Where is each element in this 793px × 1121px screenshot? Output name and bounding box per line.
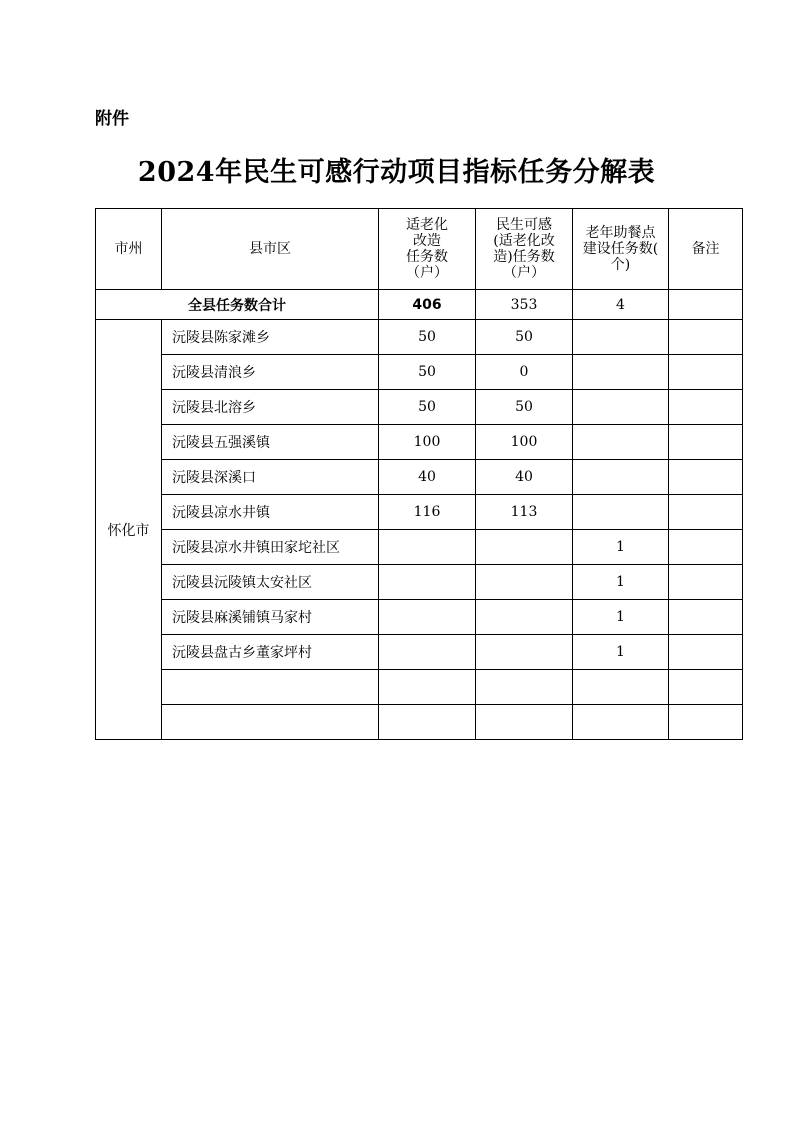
- county-cell: 沅陵县清浪乡: [162, 355, 379, 390]
- meal-points-cell: [573, 320, 669, 355]
- table-row: [96, 670, 743, 705]
- aging-renovation-cell: 100: [379, 425, 476, 460]
- table-row: [96, 460, 743, 495]
- meal-points-cell: 1: [573, 530, 669, 565]
- county-cell: [162, 705, 379, 740]
- livelihood-renovation-cell: 100: [476, 425, 573, 460]
- task-breakdown-table: [95, 208, 743, 740]
- livelihood-renovation-cell: 113: [476, 495, 573, 530]
- remark-cell: [669, 565, 743, 600]
- meal-points-cell: [573, 495, 669, 530]
- remark-cell: [669, 425, 743, 460]
- county-cell: 沅陵县凉水井镇: [162, 495, 379, 530]
- attachment-label: 附件: [95, 109, 129, 129]
- table-row: [96, 565, 743, 600]
- remark-cell: [669, 670, 743, 705]
- table-row: [96, 355, 743, 390]
- header-remark: 备注: [669, 209, 743, 290]
- aging-renovation-cell: [379, 635, 476, 670]
- livelihood-renovation-cell: [476, 635, 573, 670]
- county-cell: 沅陵县沅陵镇太安社区: [162, 565, 379, 600]
- livelihood-renovation-cell: 40: [476, 460, 573, 495]
- aging-renovation-cell: 50: [379, 390, 476, 425]
- remark-cell: [669, 320, 743, 355]
- header-aging-renovation: 适老化 改造 任务数 （户）: [379, 209, 476, 290]
- total-remark: [669, 290, 743, 320]
- table-row: [96, 425, 743, 460]
- meal-points-cell: 1: [573, 600, 669, 635]
- remark-cell: [669, 530, 743, 565]
- table-row: [96, 635, 743, 670]
- table-row: [96, 320, 743, 355]
- aging-renovation-cell: 40: [379, 460, 476, 495]
- meal-points-cell: [573, 670, 669, 705]
- total-livelihood-renovation: 353: [476, 290, 573, 320]
- aging-renovation-cell: [379, 565, 476, 600]
- header-city: 市州: [96, 209, 162, 290]
- table-row: [96, 390, 743, 425]
- county-cell: 沅陵县麻溪铺镇马家村: [162, 600, 379, 635]
- livelihood-renovation-cell: [476, 670, 573, 705]
- aging-renovation-cell: [379, 670, 476, 705]
- county-cell: 沅陵县盘古乡董家坪村: [162, 635, 379, 670]
- livelihood-renovation-cell: 50: [476, 390, 573, 425]
- county-cell: [162, 670, 379, 705]
- document-title: 2024年民生可感行动项目指标任务分解表: [137, 157, 656, 188]
- total-meal-points: 4: [573, 290, 669, 320]
- aging-renovation-cell: 50: [379, 320, 476, 355]
- aging-renovation-cell: [379, 530, 476, 565]
- total-aging-renovation: 406: [379, 290, 476, 320]
- livelihood-renovation-cell: [476, 565, 573, 600]
- header-county: 县市区: [162, 209, 379, 290]
- remark-cell: [669, 705, 743, 740]
- meal-points-cell: [573, 460, 669, 495]
- remark-cell: [669, 390, 743, 425]
- county-cell: 沅陵县凉水井镇田家坨社区: [162, 530, 379, 565]
- aging-renovation-cell: 116: [379, 495, 476, 530]
- total-label: 全县任务数合计: [96, 290, 379, 320]
- aging-renovation-cell: [379, 705, 476, 740]
- meal-points-cell: [573, 705, 669, 740]
- meal-points-cell: [573, 355, 669, 390]
- livelihood-renovation-cell: 50: [476, 320, 573, 355]
- remark-cell: [669, 600, 743, 635]
- table-row: [96, 600, 743, 635]
- city-cell: 怀化市: [96, 320, 162, 740]
- table-row: [96, 530, 743, 565]
- meal-points-cell: 1: [573, 565, 669, 600]
- county-cell: 沅陵县五强溪镇: [162, 425, 379, 460]
- livelihood-renovation-cell: [476, 705, 573, 740]
- livelihood-renovation-cell: [476, 530, 573, 565]
- header-meal-points: 老年助餐点 建设任务数( 个): [573, 209, 669, 290]
- remark-cell: [669, 460, 743, 495]
- livelihood-renovation-cell: 0: [476, 355, 573, 390]
- remark-cell: [669, 495, 743, 530]
- county-cell: 沅陵县深溪口: [162, 460, 379, 495]
- livelihood-renovation-cell: [476, 600, 573, 635]
- remark-cell: [669, 355, 743, 390]
- county-cell: 沅陵县北溶乡: [162, 390, 379, 425]
- header-livelihood-renovation: 民生可感 (适老化改 造)任务数 （户）: [476, 209, 573, 290]
- county-cell: 沅陵县陈家滩乡: [162, 320, 379, 355]
- meal-points-cell: [573, 425, 669, 460]
- header-row: [96, 209, 743, 290]
- total-row: [96, 290, 743, 320]
- table-row: [96, 495, 743, 530]
- meal-points-cell: 1: [573, 635, 669, 670]
- aging-renovation-cell: 50: [379, 355, 476, 390]
- meal-points-cell: [573, 390, 669, 425]
- aging-renovation-cell: [379, 600, 476, 635]
- remark-cell: [669, 635, 743, 670]
- table-row: [96, 705, 743, 740]
